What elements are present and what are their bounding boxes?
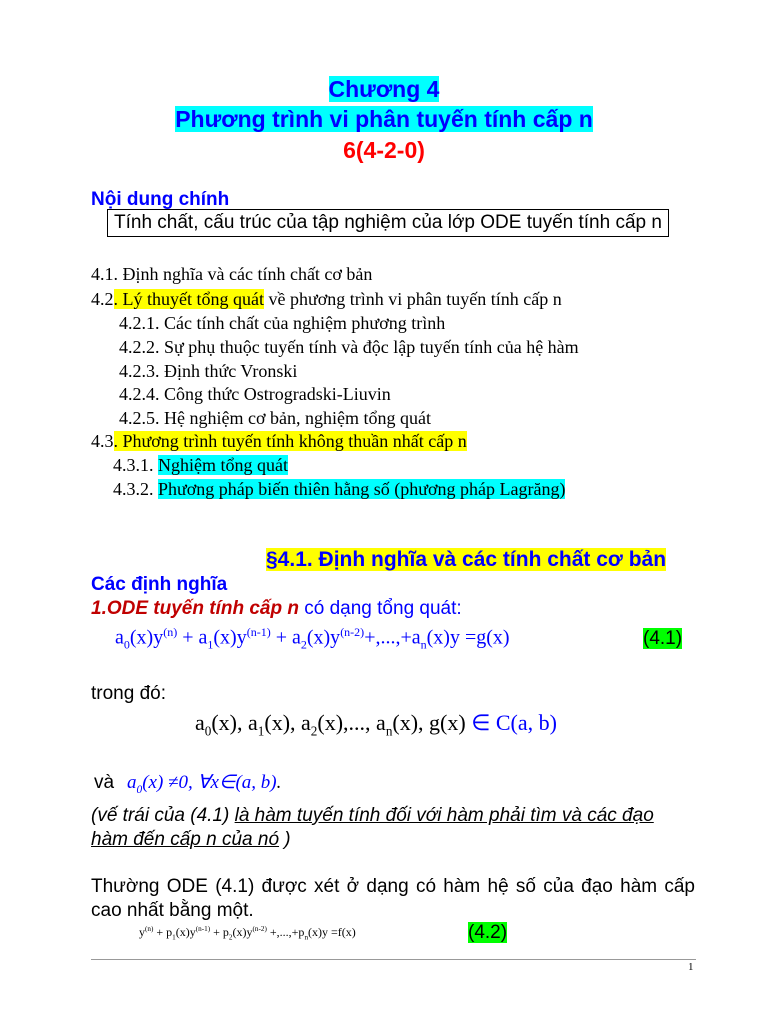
chapter-number: Chương 4 (328, 76, 440, 102)
section-subheading: Các định nghĩa (91, 574, 228, 595)
toc-item-4-2-1: 4.2.1. Các tính chất của nghiệm phương trình (119, 313, 446, 333)
contents-heading: Nội dung chính (91, 189, 230, 210)
and-label: và (94, 772, 115, 793)
chapter-title: Phương trình vi phân tuyến tính cấp n (175, 106, 593, 132)
toc-item-4-2-2: 4.2.2. Sự phụ thuộc tuyến tính và độc lập tuyến tính của hệ hàm (119, 337, 579, 357)
equation-4-2: $y^{(n)} + p_1(x)y^{(n-1)} + p_2(x)y^{(n-2)} +,...,+p_n(x)y =f(x)$ (139, 925, 356, 942)
toc-item-4-2-4: 4.2.4. Công thức Ostrogradski-Liuvin (119, 384, 391, 404)
equation-4-2-tag: (4.2) (468, 922, 508, 943)
toc-item-4-3: 4.3. Phương trình tuyến tính không thuần nhất cấp n (91, 431, 467, 451)
footer-divider (91, 959, 696, 960)
where-label: trong đó: (91, 683, 166, 704)
coefficient-condition: $a_0(x)$, $a_1(x)$, $a_2(x)$,..., $a_n(x)$, g(x) ∈ C(a, b) (195, 710, 557, 739)
nonzero-condition: $a_0(x) \ne 0$, ∀x∈(a, b). (127, 772, 282, 796)
definition-line: 1.ODE tuyến tính cấp n có dạng tổng quát: (91, 598, 462, 619)
toc-item-4-3-1: 4.3.1. Nghiệm tổng quát (113, 455, 288, 475)
section-title: §4.1. Định nghĩa và các tính chất cơ bản (266, 548, 667, 571)
note-line-1: (vế trái của (4.1) là hàm tuyến tính đối với hàm phải tìm và các đạo (91, 805, 654, 826)
contents-summary: Tính chất, cấu trúc của tập nghiệm của lớp ODE tuyến tính cấp n (107, 212, 669, 234)
equation-4-1-tag: (4.1) (643, 628, 683, 649)
chapter-credits: 6(4-2-0) (343, 137, 425, 163)
note-line-2: hàm đến cấp n của nó ) (91, 829, 291, 850)
toc-item-4-1: 4.1. Định nghĩa và các tính chất cơ bản (91, 264, 373, 284)
page-number: 1 (688, 961, 694, 973)
paragraph-normalized-form: Thường ODE (4.1) được xét ở dạng có hàm hệ số của đạo hàm cấp cao nhất bằng một. (91, 876, 695, 921)
toc-item-4-2-3: 4.2.3. Định thức Vronski (119, 361, 298, 381)
toc-item-4-3-2: 4.3.2. Phương pháp biến thiên hằng số (phương pháp Lagrăng) (113, 479, 566, 499)
equation-4-1: $a_0(x)y^{(n)} + a_1(x)y^{(n-1)} + a_2(x)y^{(n-2)}+,...,+a_n(x)y =g(x)$ (115, 625, 510, 652)
toc-item-4-2: 4.2. Lý thuyết tổng quát về phương trình vi phân tuyến tính cấp n (91, 289, 562, 309)
toc-item-4-2-5: 4.2.5. Hệ nghiệm cơ bản, nghiệm tổng quát (119, 408, 431, 428)
